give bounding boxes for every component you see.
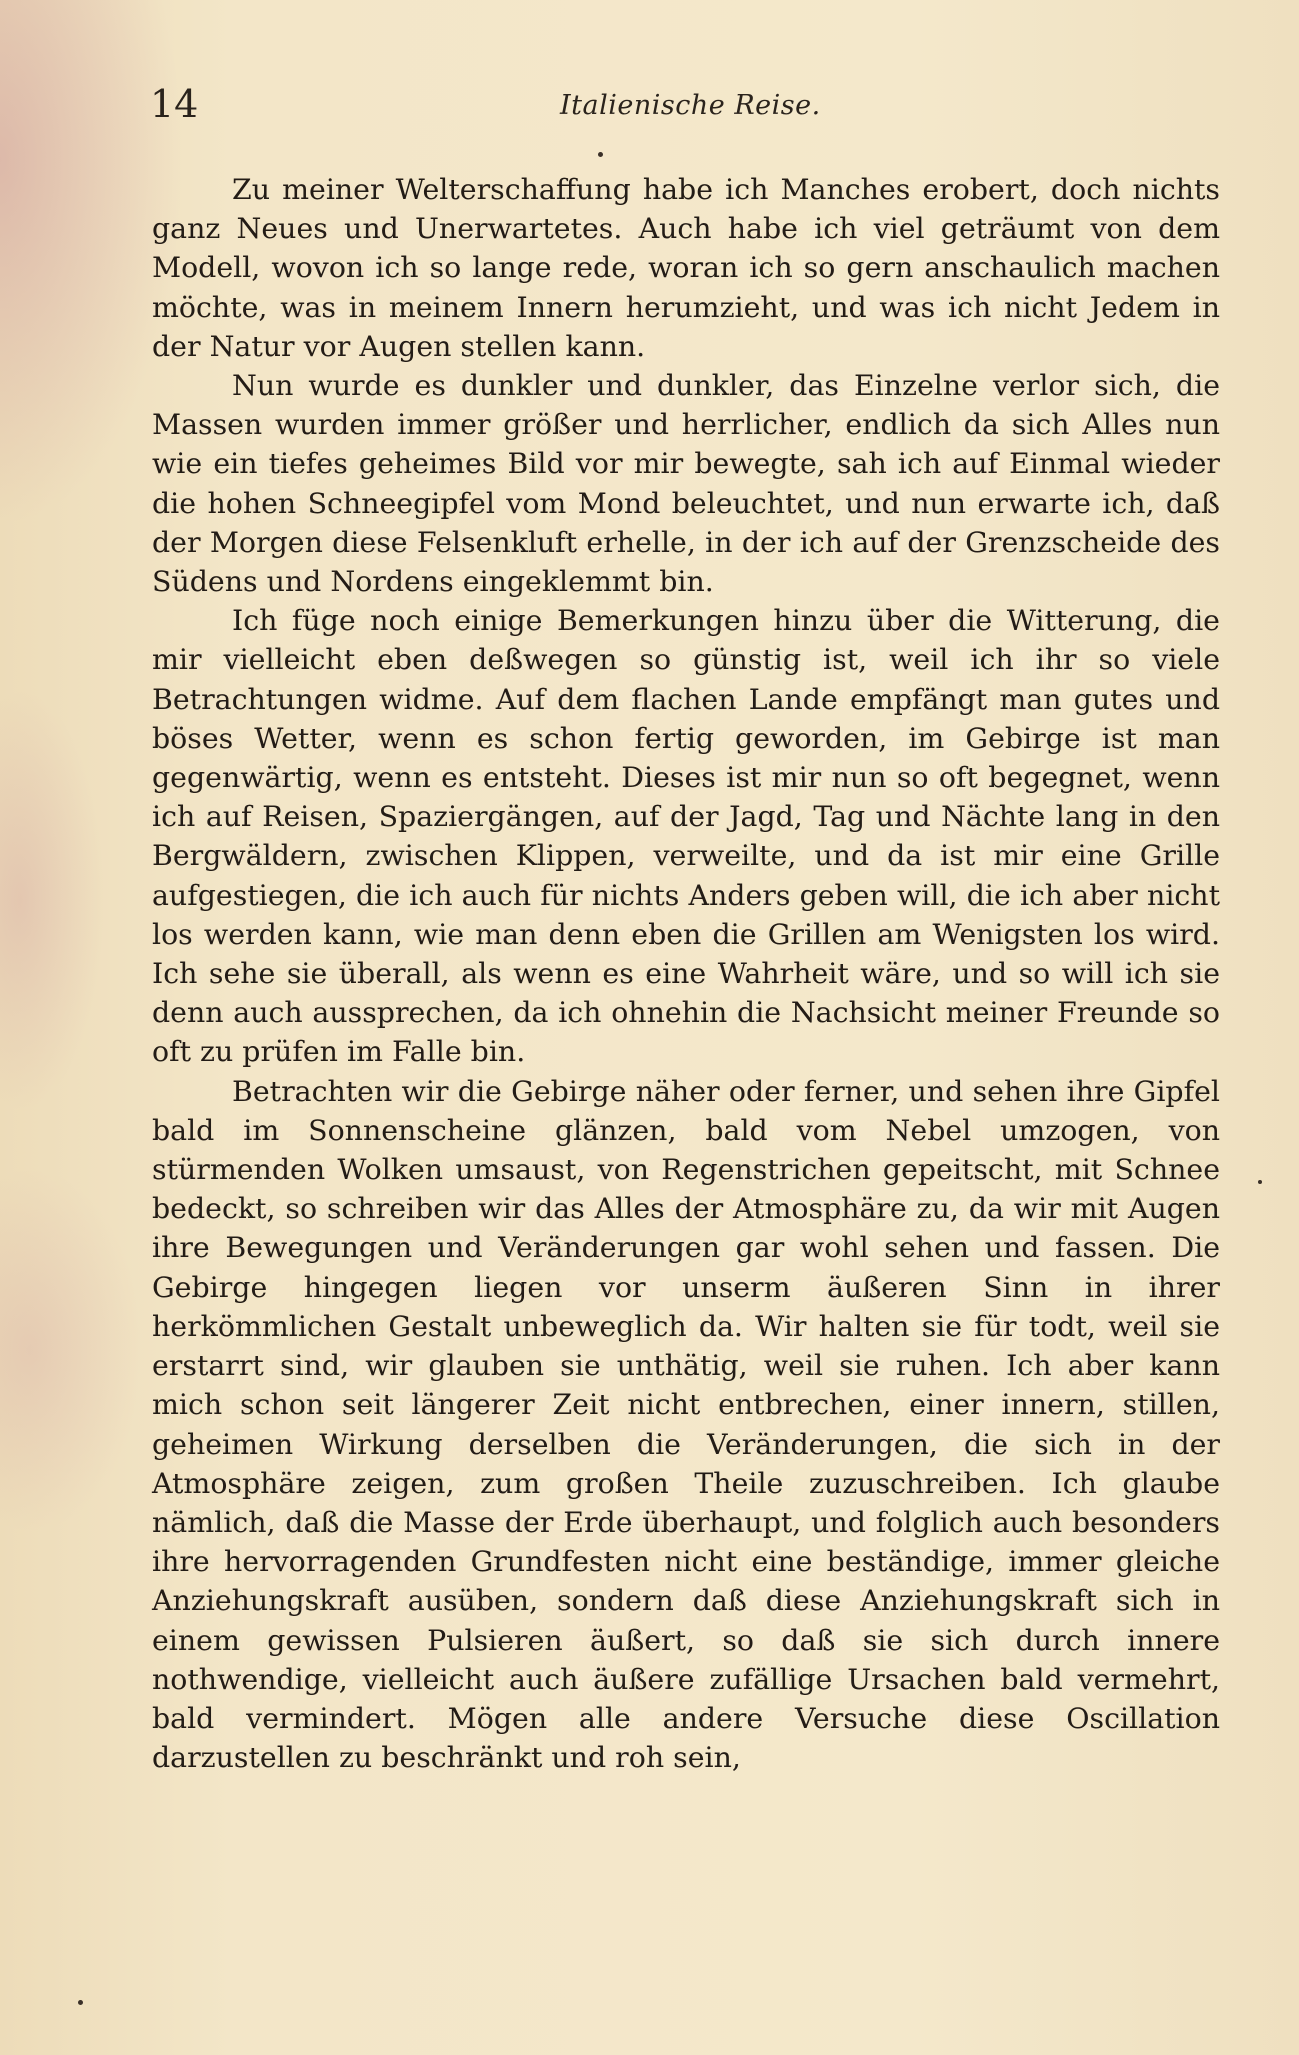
ink-speck [1258, 1180, 1262, 1184]
paragraph-3: Ich füge noch einige Bemerkungen hinzu über die Witterung, die mir vielleicht eben deßwegen so günstig ist, weil ich ihr so viele Betrachtungen widme. Auf dem flachen Lande empfängt man gutes und böses Wetter, wenn es schon fertig geworden, im Gebirge ist man gegenwärtig, wenn es entsteht. Dieses ist mir nun so oft begegnet, wenn ich auf Reisen, Spaziergängen, auf der Jagd, Tag und Nächte lang in den Bergwäldern, zwischen Klippen, verweilte, und da ist mir eine Grille aufgestiegen, die ich auch für nichts Anders geben will, die ich aber nicht los werden kann, wie man denn eben die Grillen am Wenigsten los wird. Ich sehe sie überall, als wenn es eine Wahrheit wäre, und so will ich sie denn auch aussprechen, da ich ohnehin die Nachsicht meiner Freunde so oft zu prüfen im Falle bin. [152, 604, 1220, 1069]
ink-speck [598, 152, 603, 157]
body-text [152, 170, 1220, 1777]
page-header [150, 82, 1220, 132]
running-title: Italienische Reise. [560, 90, 821, 121]
ink-speck [78, 2000, 83, 2005]
paragraph-1: Zu meiner Welterschaffung habe ich Manches erobert, doch nichts ganz Neues und Unerwartetes. Auch habe ich viel geträumt von dem Modell, wovon ich so lange rede, woran ich so gern anschaulich machen möchte, was in meinem Innern herumzieht, und was ich nicht Jedem in der Natur vor Augen stellen kann. [152, 173, 1220, 363]
page-number: 14 [150, 82, 199, 126]
paragraph-4: Betrachten wir die Gebirge näher oder ferner, und sehen ihre Gipfel bald im Sonnenscheine glänzen, bald vom Nebel umzogen, von stürmenden Wolken umsaust, von Regenstrichen gepeitscht, mit Schnee bedeckt, so schreiben wir das Alles der Atmosphäre zu, da wir mit Augen ihre Bewegungen und Veränderungen gar wohl sehen und fassen. Die Gebirge hingegen liegen vor unserm äußeren Sinn in ihrer herkömmlichen Gestalt unbeweglich da. Wir halten sie für todt, weil sie erstarrt sind, wir glauben sie unthätig, weil sie ruhen. Ich aber kann mich schon seit längerer Zeit nicht entbrechen, einer innern, stillen, geheimen Wirkung derselben die Veränderungen, die sich in der Atmosphäre zeigen, zum großen Theile zuzuschreiben. Ich glaube nämlich, daß die Masse der Erde überhaupt, und folglich auch besonders ihre hervorragenden Grundfesten nicht eine beständige, immer gleiche Anziehungskraft ausüben, sondern daß diese Anziehungskraft sich in einem gewissen Pulsieren äußert, so daß sie sich durch innere nothwendige, vielleicht auch äußere zufällige Ursachen bald vermehrt, bald vermindert. Mögen alle andere Versuche diese Oscillation darzustellen zu beschränkt und roh sein, [152, 1074, 1220, 1775]
paragraph-2: Nun wurde es dunkler und dunkler, das Einzelne verlor sich, die Massen wurden immer größer und herrlicher, endlich da sich Alles nun wie ein tiefes geheimes Bild vor mir bewegte, sah ich auf Einmal wieder die hohen Schneegipfel vom Mond beleuchtet, und nun erwarte ich, daß der Morgen diese Felsenkluft erhelle, in der ich auf der Grenzscheide des Südens und Nordens eingeklemmt bin. [152, 369, 1220, 599]
